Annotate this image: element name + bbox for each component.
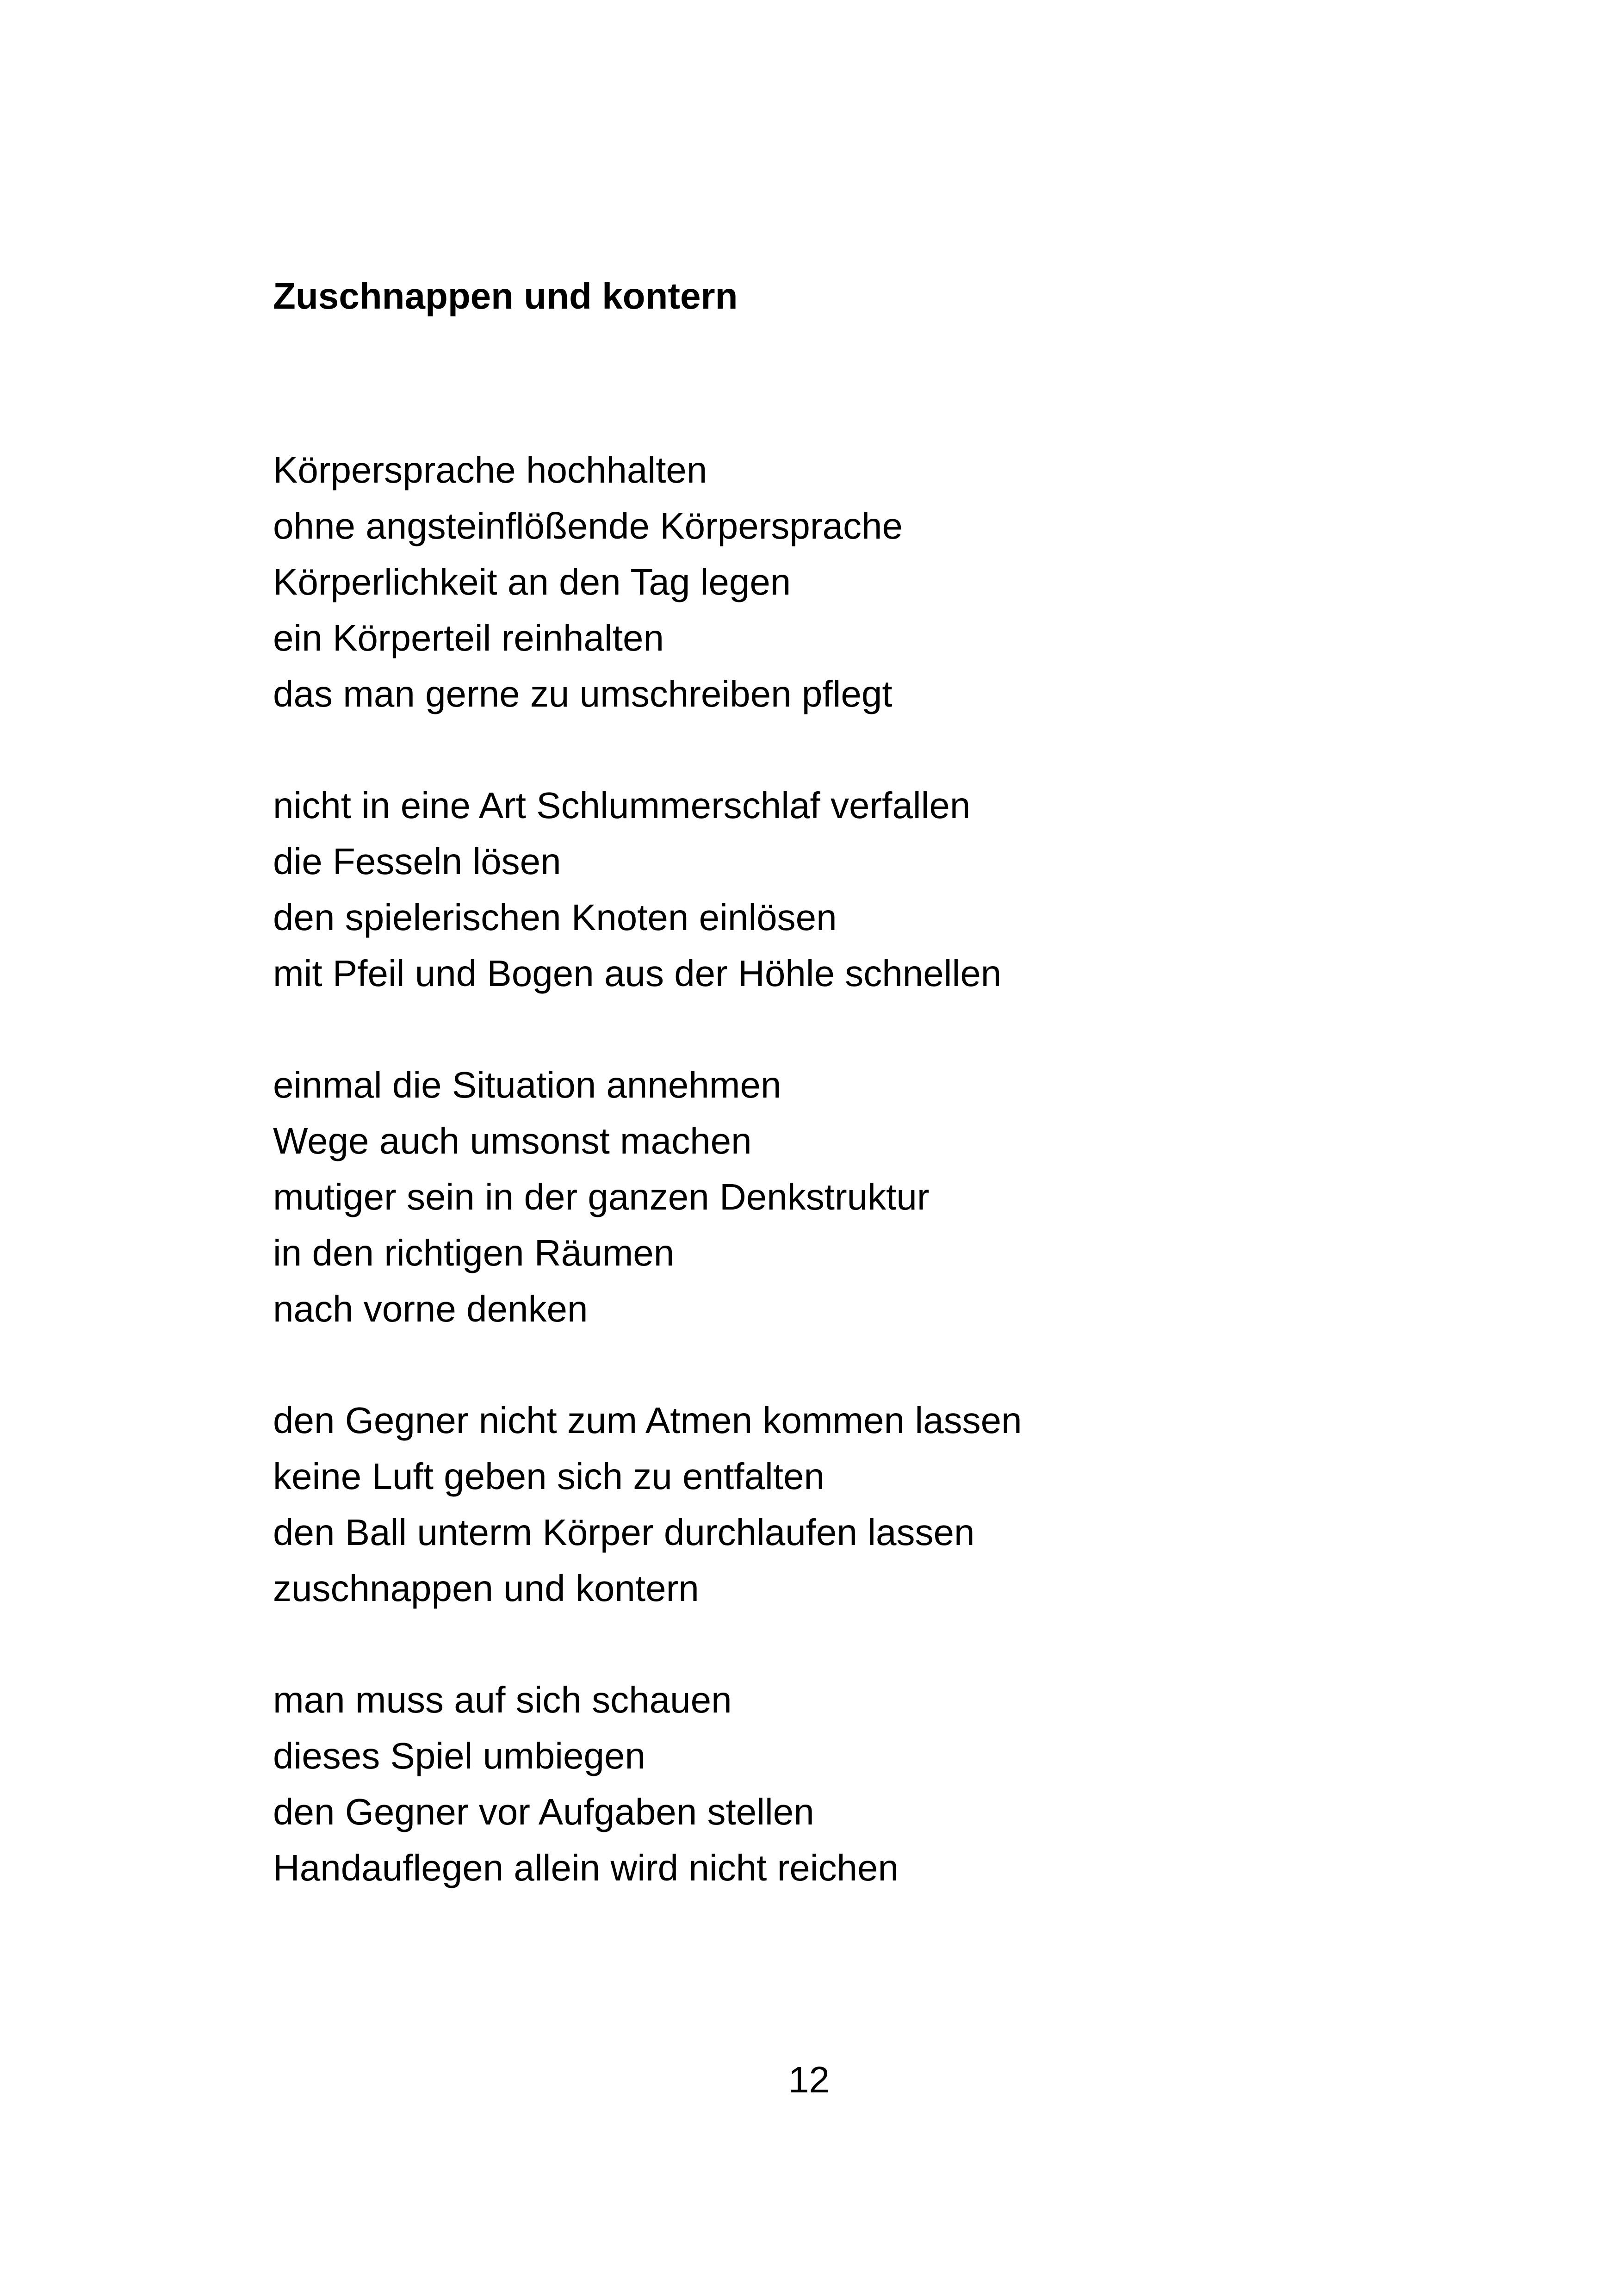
poem-line: ein Körperteil reinhalten <box>273 617 664 658</box>
poem-line: das man gerne zu umschreiben pflegt <box>273 673 893 714</box>
poem-line: den Gegner nicht zum Atmen kommen lassen <box>273 1400 1022 1441</box>
stanza <box>273 777 1476 1001</box>
stanza <box>273 442 1476 722</box>
poem-body <box>273 442 1476 1951</box>
stanza <box>273 1392 1476 1616</box>
page-number: 12 <box>788 2059 830 2100</box>
poem-line: nicht in eine Art Schlummerschlaf verfallen <box>273 785 971 826</box>
poem-line: den Gegner vor Aufgaben stellen <box>273 1791 814 1832</box>
poem-line: mutiger sein in der ganzen Denkstruktur <box>273 1176 930 1217</box>
poem-line: ohne angsteinflößende Körpersprache <box>273 505 903 546</box>
poem-line: den Ball unterm Körper durchlaufen lassen <box>273 1512 975 1553</box>
poem-line: Körperlichkeit an den Tag legen <box>273 561 791 602</box>
poem-line: mit Pfeil und Bogen aus der Höhle schnellen <box>273 953 1002 994</box>
stanza <box>273 1057 1476 1337</box>
poem-line: man muss auf sich schauen <box>273 1679 732 1720</box>
poem-title: Zuschnappen und kontern <box>273 275 738 316</box>
stanza <box>273 1672 1476 1896</box>
poem-line: einmal die Situation annehmen <box>273 1064 781 1105</box>
poem-line: nach vorne denken <box>273 1288 588 1329</box>
poem-line: zuschnappen und kontern <box>273 1568 699 1609</box>
poem-line: Körpersprache hochhalten <box>273 449 707 490</box>
poem-line: in den richtigen Räumen <box>273 1232 675 1273</box>
poem-line: Wege auch umsonst machen <box>273 1120 752 1161</box>
poem-line: den spielerischen Knoten einlösen <box>273 897 837 938</box>
poem-line: Handauflegen allein wird nicht reichen <box>273 1847 899 1888</box>
poem-line: keine Luft geben sich zu entfalten <box>273 1456 824 1497</box>
poem-line: die Fesseln lösen <box>273 841 561 882</box>
poem-line: dieses Spiel umbiegen <box>273 1735 645 1776</box>
